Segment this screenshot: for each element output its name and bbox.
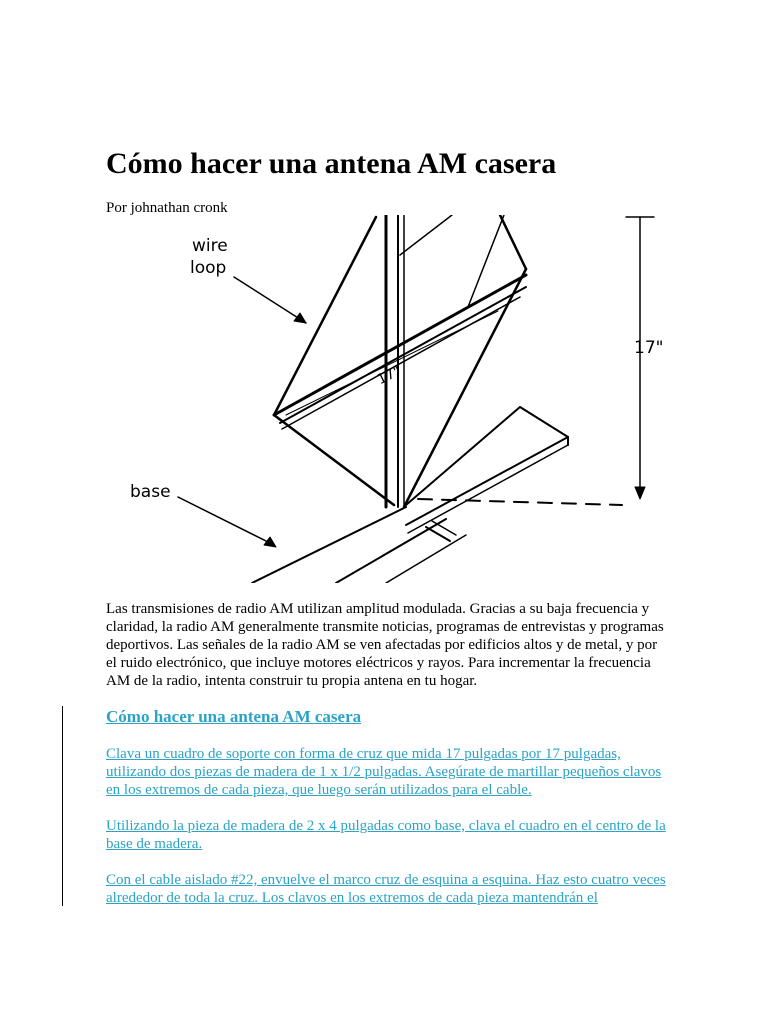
figure-label-height: 17": [634, 338, 664, 358]
figure-label-loop: loop: [190, 258, 227, 278]
section-margin-rule: [62, 706, 63, 906]
step-2-link[interactable]: Utilizando la pieza de madera de 2 x 4 pulgadas como base, clava el cuadro en el centro de la base de madera.: [106, 818, 666, 852]
figure-label-wire: wire: [192, 236, 228, 256]
figure-label-base: base: [130, 482, 171, 502]
step-3-link[interactable]: Con el cable aislado #22, envuelve el marco cruz de esquina a esquina. Haz esto cuatro veces alrededor de toda la cruz. Los clavos en los extremos de cada pieza mantendrán el: [106, 872, 666, 906]
article-intro: Las transmisiones de radio AM utilizan amplitud modulada. Gracias a su baja frecuencia y claridad, la radio AM generalmente transmite noticias, programas de entrevistas y programas deportivos. Las señales de la radio AM se ven afectadas por edificios altos y de metal, y por el ruido electrónico, que incluye motores eléctricos y rayos. Para incrementar la frecuencia AM de la radio, intenta construir tu propia antena en tu hogar.: [106, 601, 664, 689]
step-1-link[interactable]: Clava un cuadro de soporte con forma de cruz que mida 17 pulgadas por 17 pulgadas, utilizando dos piezas de madera de 1 x 1/2 pulgadas. Asegúrate de martillar pequeños clavos en los extremos de cada pieza, que luego serán utilizados para el cable.: [106, 746, 662, 798]
figure-label-diagonal: 17": [374, 363, 404, 389]
antenna-diagram: [106, 215, 666, 583]
section-heading-link[interactable]: Cómo hacer una antena AM casera: [106, 707, 362, 726]
article-byline: Por johnathan cronk: [106, 200, 228, 216]
article-title: Cómo hacer una antena AM casera: [106, 147, 557, 180]
